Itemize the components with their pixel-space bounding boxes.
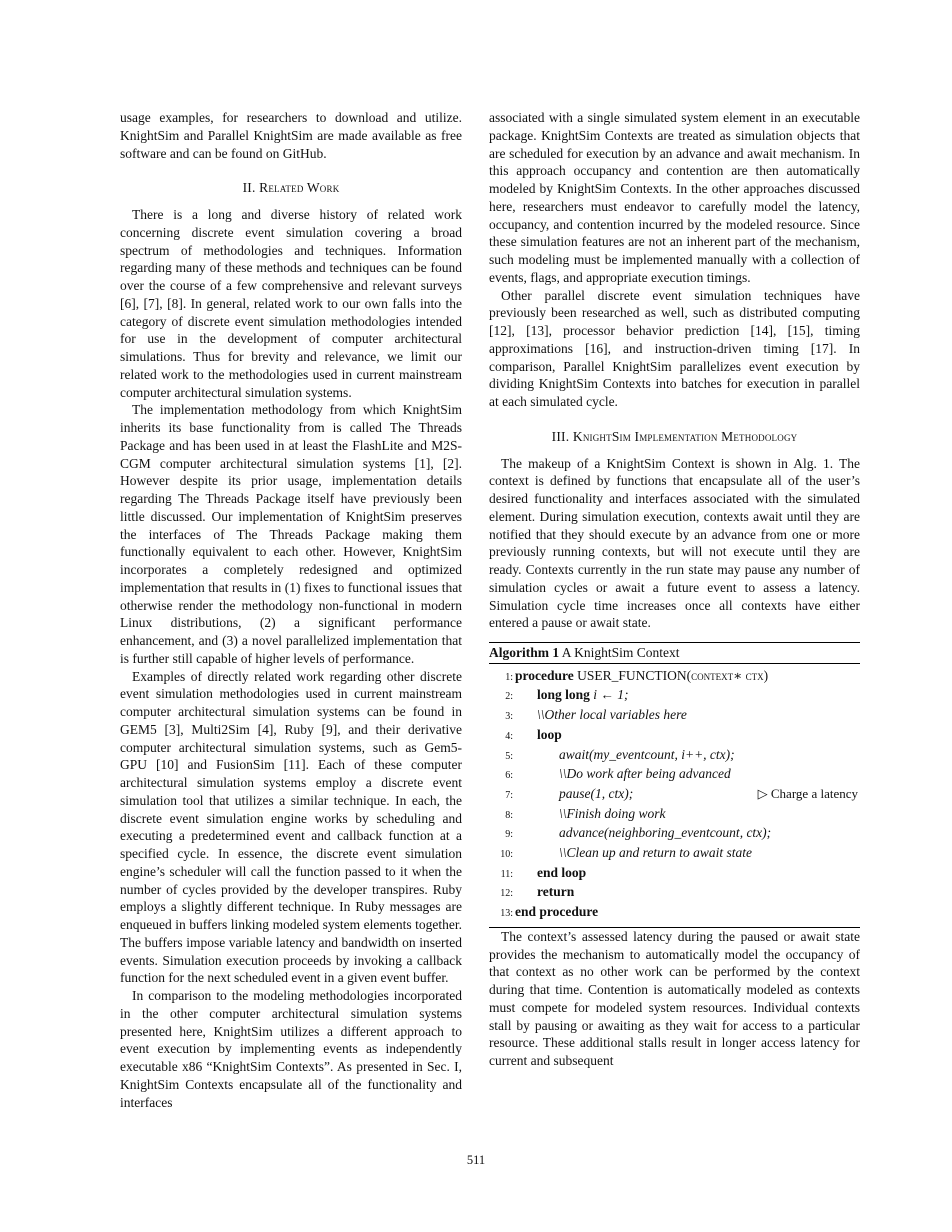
intro-continuation: usage examples, for researchers to download and utilize. KnightSim and Parallel KnightSim are made available as free software and can be found on GitHub. — [120, 110, 462, 161]
code-comment: \\Clean up and return to await state — [559, 845, 753, 861]
algorithm-line — [489, 864, 860, 884]
right-column — [489, 109, 860, 1070]
code-text: pause(1, ctx); — [559, 785, 634, 801]
algorithm-line — [489, 706, 860, 726]
algorithm-line — [489, 883, 860, 903]
algorithm-line — [489, 844, 860, 864]
algorithm-caption — [489, 643, 860, 664]
algorithm-line — [489, 824, 860, 844]
page-number: 511 — [466, 1153, 486, 1167]
line-number: 11: — [500, 868, 513, 880]
section-heading-related-work — [120, 179, 462, 197]
line-number: 8: — [505, 809, 513, 821]
algorithm-line — [489, 726, 860, 746]
paragraph: Other parallel discrete event simulation techniques have previously been researched as well, such as distributed computing [12], [13], processor behavior prediction [14], [15], timing approximations [16], and instruction-driven timing [17]. In comparison, Parallel KnightSim parallelizes event execution by dividing KnightSim Contexts into batches for execution in parallel at each simulated cycle. — [489, 287, 860, 409]
line-comment: ▷ Charge a latency — [757, 785, 858, 801]
algorithm-line — [489, 667, 860, 687]
line-number: 3: — [505, 711, 513, 723]
section-number: III. — [551, 428, 570, 444]
algorithm-line — [489, 903, 860, 923]
line-number: 13: — [500, 908, 513, 920]
algorithm-title: A KnightSim Context — [561, 645, 680, 660]
line-number: 5: — [505, 750, 513, 762]
section-title: KnightSim Implementation Methodology — [572, 428, 798, 444]
algorithm-line — [489, 746, 860, 766]
code-text: advance(neighboring_eventcount, ctx); — [559, 825, 772, 841]
paragraph: The implementation methodology from which KnightSim inherits its base functionality from is called The Threads Package and has been used in at least the FlashLite and M2S-CGM computer architectural simulation systems [1], [2]. However despite its prior usage, implementation details regarding The Threads Package itself have previously been little discussed. Our implementation of KnightSim preserves the interfaces of The Threads Package making them functionally equivalent to each other. However, KnightSim incorporates a completely redesigned and optimized implementation that results in (1) fixes to functional issues that otherwise render the methodology non-functional in modern Linux distributions, (2) a significant performance enhancement, and (3) a novel parallelized implementation that is further still capable of higher levels of performance. — [120, 402, 462, 666]
code-text: USER_FUNCTION(context∗ ctx) — [577, 667, 769, 683]
line-number: 7: — [505, 789, 513, 801]
paragraph-continuation: associated with a single simulated system element in an executable package. KnightSim Contexts are treated as simulation objects that are scheduled for execution by an advance and await mechanism. In this approach occupancy and contention are then automatically modeled by KnightSim Contexts. In the other approaches discussed here, researchers must endeavor to carefully model the latency, occupancy, and contention incurred by the modeled resource. Since these simulation features are not an inherent part of the mechanism, such modeling must be implemented manually with a collection of events, flags, and appropriate execution timings. — [489, 110, 860, 285]
line-number: 10: — [500, 849, 513, 861]
keyword: procedure — [515, 667, 574, 683]
algorithm-body — [489, 664, 860, 927]
line-number: 4: — [505, 730, 513, 742]
code-comment: \\Other local variables here — [537, 707, 687, 723]
algorithm-box — [489, 642, 860, 928]
line-number: 2: — [505, 691, 513, 703]
line-number: 6: — [505, 770, 513, 782]
line-number: 1: — [505, 671, 513, 683]
paragraph: In comparison to the modeling methodologies incorporated in the other computer architectural simulation systems presented here, KnightSim utilizes a different approach to event execution by implementing events as independently executable x86 “KnightSim Contexts”. As presented in Sec. I, KnightSim Contexts encapsulate all of the functionality and interfaces — [120, 988, 462, 1110]
section-number: II. — [242, 180, 256, 196]
algorithm-line — [489, 785, 860, 805]
algorithm-line — [489, 805, 860, 825]
keyword: return — [537, 884, 575, 900]
keyword: long long — [537, 687, 590, 703]
line-number: 12: — [500, 888, 513, 900]
code-text: i ← 1; — [593, 687, 629, 703]
paragraph: There is a long and diverse history of related work concerning discrete event simulation covering a broad spectrum of methodologies and techniques. Information regarding many of these methods and techniques can be found over the course of a few comprehensive and relevant surveys [6], [7], [8]. In general, related work to our own falls into the category of discrete event simulation methodologies intended for use in the development of computer architectural simulations. Thus for brevity and relevance, we limit our related work to the methodologies used in current mainstream computer architectural simulation systems. — [120, 207, 462, 400]
code-text: await(my_eventcount, i++, ctx); — [559, 746, 735, 762]
keyword: end loop — [537, 864, 587, 880]
section-heading-implementation — [489, 428, 860, 446]
algorithm-line — [489, 686, 860, 706]
keyword: end procedure — [515, 904, 599, 920]
paragraph: The context’s assessed latency during the paused or await state provides the mechanism to automatically model the occupancy of that context as no other work can be performed by the context during that time. Contention is automatically modeled as contexts must compete for modeled system resources. Individual contexts stall by pausing or awaiting as they wait for access to a particular resource. These additional stalls result in longer access latency for current and subsequent — [489, 928, 860, 1069]
paragraph: The makeup of a KnightSim Context is shown in Alg. 1. The context is defined by functions that encapsulate all of the user’s desired functionality and interfaces associated with the simulated element. During simulation execution, contexts await until they are notified that they should execute by an advance from one or more previously running contexts, but will not execute until they are ready. Contexts currently in the run state may pause any number of simulation cycles or await a future event to assess a latency. Simulation cycle time increases once all contexts have either entered a pause or await state. — [489, 455, 860, 631]
keyword: loop — [537, 726, 562, 742]
algorithm-line — [489, 765, 860, 785]
left-column — [120, 109, 462, 1111]
algorithm-label: Algorithm 1 — [489, 645, 560, 660]
paragraph: Examples of directly related work regarding other discrete event simulation methodologies used in current mainstream computer architectural simulation systems can be found in GEM5 [3], Multi2Sim [4], Ruby [9], and their derivative computer architectural simulation systems, such as Gem5-GPU [10] and FusionSim [11]. Each of these computer architectural simulation systems employ a discrete event simulation tool that utilizes a similar technique. In each, the discrete event simulation engine works by scheduling and executing a predetermined event and callback function at a specified cycle. In essence, the discrete event simulation engine’s scheduler will call the function passed to it when the number of cycles provided by the developer transpires. Ruby employs a slightly different technique. In Ruby messages are enqueued in buffers linking modeled system elements together. The buffers impose variable latency and bandwidth on inserted events. Simulation execution proceeds by invoking a callback function for the next scheduled event in a given event buffer. — [120, 668, 462, 986]
line-number: 9: — [505, 829, 513, 841]
code-comment: \\Do work after being advanced — [559, 766, 731, 782]
code-comment: \\Finish doing work — [559, 805, 666, 821]
section-title: Related Work — [259, 180, 340, 196]
